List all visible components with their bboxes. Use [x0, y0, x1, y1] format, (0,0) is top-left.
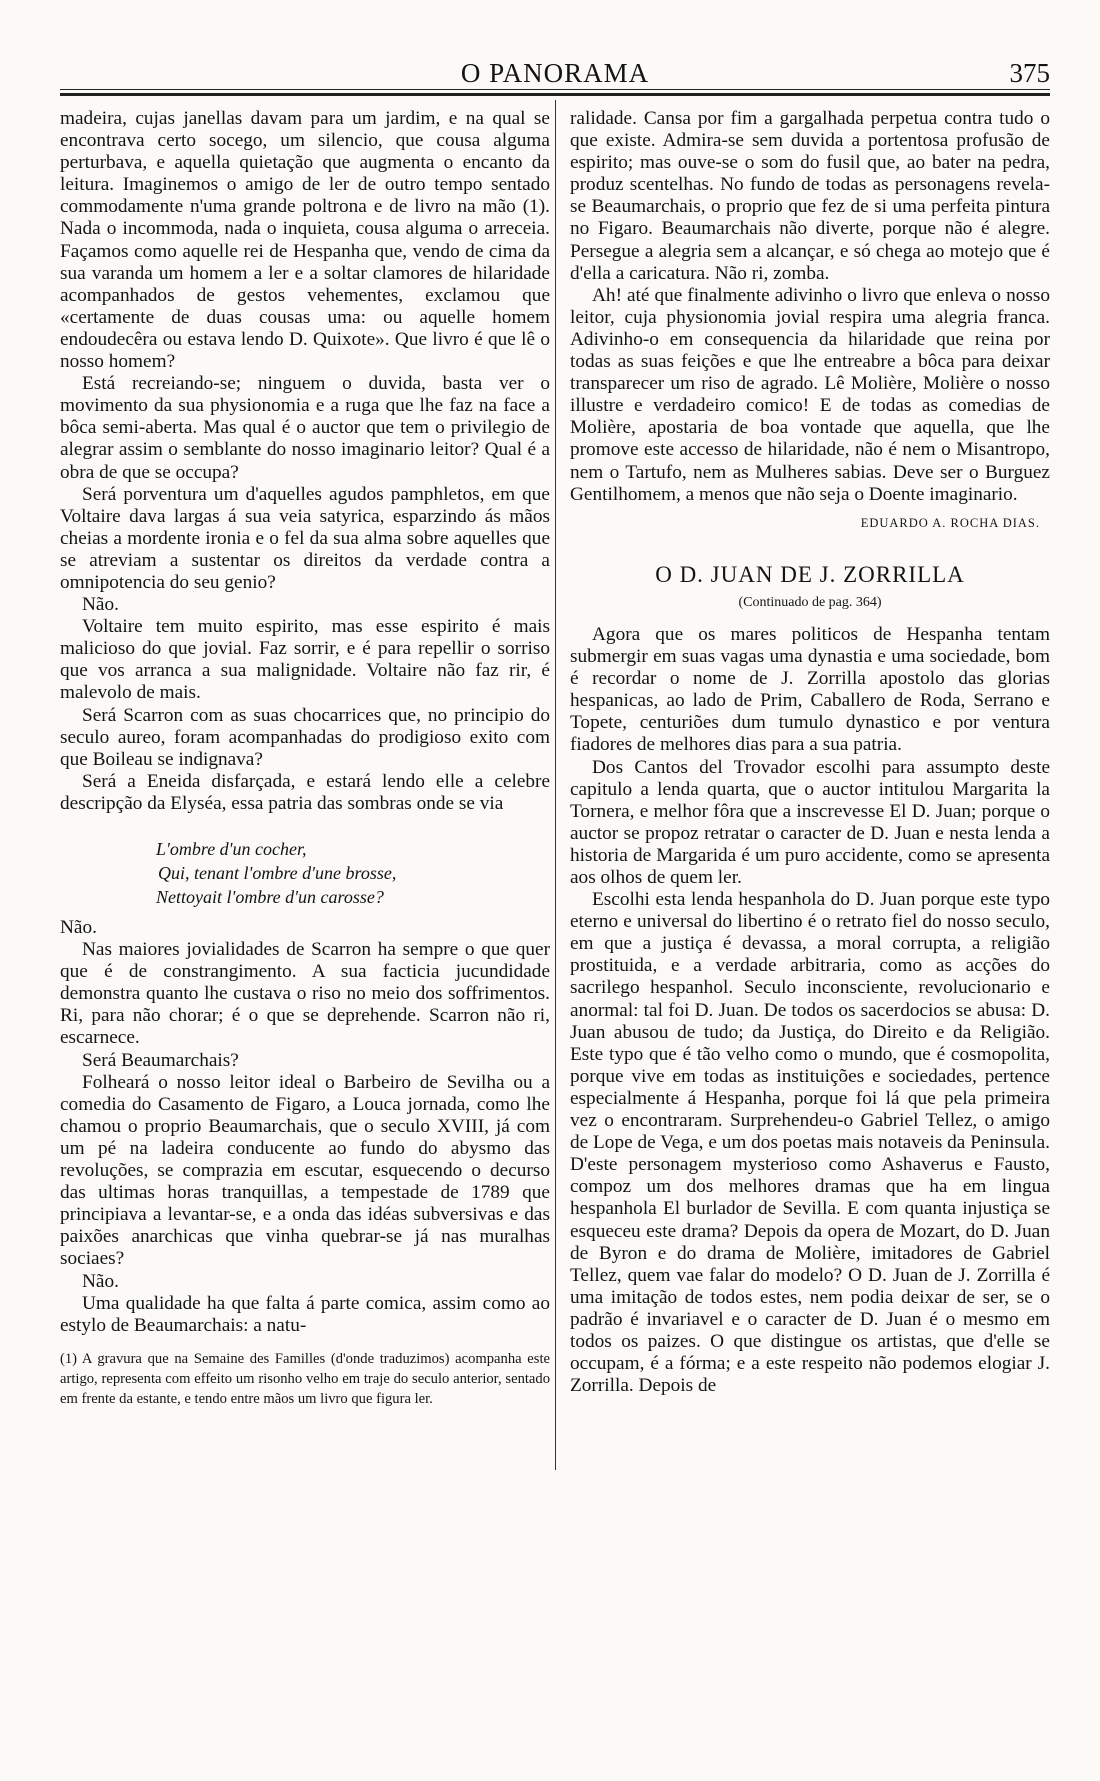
paragraph: Será a Eneida disfarçada, e estará lendo elle a celebre descripção da Elyséa, essa patria das sombras onde se via: [60, 770, 550, 814]
header-rule-thick: [60, 93, 1050, 96]
paragraph: Não.: [60, 917, 97, 938]
paragraph: Uma qualidade ha que falta á parte comica, assim como ao estylo de Beaumarchais: a natu-: [60, 1292, 550, 1336]
header-rule-thin: [60, 89, 1050, 90]
paragraph: Não.: [82, 594, 119, 616]
paragraph: Escolhi esta lenda hespanhola do D. Juan porque este typo eterno e universal do libertino é o retrato fiel do nosso seculo, em que a justiça é devassa, a moral corrupta, a religião prostituida, e a verdade arbitraria, como as acções do sacrilego hespanhol. Seculo inconsciente, revolucionario e anormal: tal foi D. Juan. De todos os sacerdocios se abusa: D. Juan abusou de tudo; da Justiça, do Direito e da Religião. Este typo que é tão velho como o mundo, que é cosmopolita, porque vive em todas as instituições e sociedades, pertence especialmente á Hespanha, porque foi lá que pela primeira vez o encontraram. Surprehendeu-o Gabriel Tellez, o amigo de Lope de Vega, e um dos poetas mais notaveis da Peninsula. D'este personagem mysterioso como Ashaverus e Fausto, compoz um dos melhores dramas que ha em lingua hespanhola El burlador de Sevilla. E com quanta injustiça se esqueceu este drama? Depois da opera de Mozart, do D. Juan de Byron e do drama de Molière, imitadores de Gabriel Tellez, quem vae falar do modelo? O D. Juan de J. Zorrilla é uma imitação de todos estes, nem podia deixar de ser, se o padrão é invariavel e o caracter de D. Juan é o mesmo em todos os paizes. O que distingue os artistas, que d'elle se occupam, é a fórma; e a este respeito não podemos elogiar J. Zorrilla. Depois de: [570, 889, 1050, 1397]
column-divider: [555, 100, 556, 1470]
article-title: O D. JUAN DE J. ZORRILLA: [655, 561, 965, 587]
page-number: 375: [1009, 58, 1050, 88]
paragraph: Ah! até que finalmente adivinho o livro que enleva o nosso leitor, cuja physionomia jovial respira uma alegria franca. Adivinho-o em consequencia da hilaridade que reina por todas as suas feições e que lhe entreabre a bôca para deixar transparecer um riso de agrado. Lê Molière, Molière o nosso illustre e verdadeiro comico! E de todas as comedias de Molière, apostaria de boa vontade que aquella, que lhe promove este accesso de hilaridade, não é nem o Misantropo, nem o Tartufo, nem as Mulheres sabias. Deve ser o Burguez Gentilhomem, a menos que não seja o Doente imaginario.: [570, 284, 1050, 505]
verse-line: Qui, tenant l'ombre d'une brosse,: [158, 863, 397, 883]
masthead: O PANORAMA: [460, 58, 650, 88]
paragraph: Será porventura um d'aquelles agudos pamphletos, em que Voltaire dava largas á sua veia satyrica, esparzindo ás mãos cheias a mordente ironia e o fel da sua alma sobre aquelles que se atreviam a sustentar os direitos da verdade contra a omnipotencia do seu genio?: [60, 483, 550, 593]
paragraph: Agora que os mares politicos de Hespanha tentam submergir em suas vagas uma dynastia e uma sociedade, bom é recordar o nome de J. Zorrilla apostolo das glorias hespanicas, ao lado de Prim, Caballero de Roda, Serrano e Topete, centuriões dum tumulo dynastico e por ventura fiadores de melhores dias para a sua patria.: [570, 623, 1050, 756]
author-signature: EDUARDO A. ROCHA DIAS.: [860, 515, 1040, 530]
paragraph: Nas maiores jovialidades de Scarron ha sempre o que quer que é de constrangimento. A sua facticia jucundidade demonstra quanto lhe custava o riso no meio dos soffrimentos. Ri, para não chorar; é o que se deprehende. Scarron não ri, escarnece.: [60, 939, 550, 1049]
left-column: [60, 108, 550, 1409]
paragraph: madeira, cujas janellas davam para um jardim, e na qual se encontrava certo socego, um silencio, que cousa alguma perturbava, e aquella quietação que augmenta o encanto da leitura. Imaginemos o amigo de ler de outro tempo sentado commodamente n'uma grande poltrona e de livro na mão (1). Nada o incommoda, nada o inquieta, cousa alguma o arreceia. Façamos como aquelle rei de Hespanha que, vendo de cima da sua varanda um homem a ler e a soltar clamores de hilaridade acompanhados de gestos vehementes, exclamou que «certamente de duas cousas uma: ou aquelle homem endoudecêra ou estava lendo D. Quixote». Que livro é que lê o nosso homem?: [60, 108, 550, 373]
paragraph: ralidade. Cansa por fim a gargalhada perpetua contra tudo o que existe. Admira-se sem duvida a portentosa profusão de espirito; mas ouve-se o som do fusil que, ao bater na pedra, produz scentelhas. No fundo de todas as personagens revela-se Beaumarchais, o proprio que fez de si uma perfeita pintura no Figaro. Beaumarchais não diverte, porque não é alegre. Persegue a alegria sem a alcançar, e só chega ao motejo que é d'ella a caricatura. Não ri, zomba.: [570, 108, 1050, 284]
footnote: (1) A gravura que na Semaine des Familles (d'onde traduzimos) acompanha este artigo, representa com effeito um risonho velho em traje do seculo anterior, sentado em frente da estante, e tendo entre mãos um livro que figura ler.: [60, 1350, 550, 1407]
paragraph: Voltaire tem muito espirito, mas esse espirito é mais malicioso do que jovial. Faz sorrir, e é para repellir o sorriso que vos arranca a sua malignidade. Voltaire não faz rir, é malevolo de mais.: [60, 616, 550, 704]
page-header: [60, 52, 1050, 92]
paragraph: Será Beaumarchais?: [82, 1049, 239, 1071]
paragraph: Folheará o nosso leitor ideal o Barbeiro de Sevilha ou a comedia do Casamento de Figaro, a Louca jornada, como lhe chamou o proprio Beaumarchais, que o seculo XVIII, já com um pé na ladeira conducente ao fundo do abysmo das revoluções, se comprazia em escutar, esquecendo o decurso das ultimas horas tranquillas, a tempestade de 1789 que principiava a levantar-se, e a onda das idéas subversivas e das paixões anarchicas que vinha quebrar-se já nas muralhas sociaes?: [60, 1071, 550, 1270]
right-column: [570, 108, 1050, 1397]
paragraph: Está recreiando-se; ninguem o duvida, basta ver o movimento da sua physionomia e a ruga que lhe faz na face a bôca semi-aberta. Mas qual é o auctor que tem o privilegio de alegrar assim o semblante do nosso imaginario leitor? Qual é a obra de que se occupa?: [60, 373, 550, 483]
paragraph: Dos Cantos del Trovador escolhi para assumpto deste capitulo a lenda quarta, que o auctor intitulou Margarita la Tornera, e melhor fôra que a inscrevesse El D. Juan; porque o auctor se propoz retratar o caracter de D. Juan e nesta lenda a historia de Margarida é um puro accidente, como se apresenta aos olhos de quem ler.: [570, 756, 1050, 888]
continued-note: (Continuado de pag. 364): [738, 594, 882, 610]
paragraph: Será Scarron com as suas chocarrices que, no principio do seculo aureo, foram acompanhadas do prodigioso exito com que Boileau se indignava?: [60, 704, 550, 770]
verse-line: L'ombre d'un cocher,: [156, 839, 307, 859]
verse-quote: [156, 837, 550, 909]
verse-line: Nettoyait l'ombre d'un carosse?: [156, 887, 384, 907]
paragraph: Não.: [82, 1270, 119, 1292]
